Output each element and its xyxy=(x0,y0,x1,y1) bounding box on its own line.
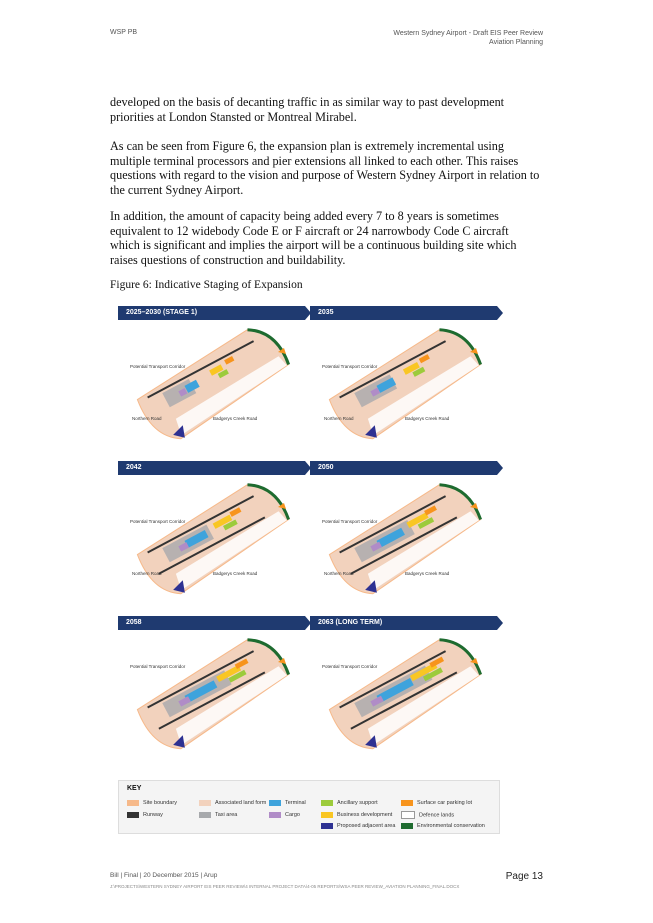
legend-swatch xyxy=(321,823,333,829)
legend-swatch xyxy=(127,800,139,806)
map-label-badgerys-creek-road: Badgerys Creek Road xyxy=(213,571,258,576)
footer-document-info: Bill | Final | 20 December 2015 | Arup xyxy=(110,872,218,879)
panel-banner xyxy=(118,461,305,475)
panel-banner xyxy=(118,616,305,630)
legend-item: Cargo xyxy=(269,811,300,819)
header-title-line2: Aviation Planning xyxy=(489,39,543,46)
site-plan-illustration xyxy=(310,632,497,753)
panel-title: 2042 xyxy=(126,464,142,471)
staging-panel-3 xyxy=(118,461,305,598)
legend-item: Site boundary xyxy=(127,799,177,807)
site-plan-illustration xyxy=(310,322,497,443)
legend-swatch xyxy=(401,811,415,819)
map-label-northern-road: Northern Road xyxy=(132,416,162,421)
staging-panel-1 xyxy=(118,306,305,443)
legend-swatch xyxy=(127,812,139,818)
paragraph-3: In addition, the amount of capacity being added every 7 to 8 years is sometimes equivalent to 12 widebody Code E or F aircraft or 24 narrowbody Code C aircraft which is significant and implies the airport will be a continuous building site which raises questions of construction and buildability. xyxy=(110,209,517,267)
panel-banner xyxy=(118,306,305,320)
site-plan-illustration xyxy=(310,477,497,598)
legend-item: Environmental conservation xyxy=(401,822,485,830)
page-number: Page 13 xyxy=(505,871,543,882)
legend-item: Proposed adjacent area xyxy=(321,822,395,830)
map-label-transport-corridor: Potential Transport Corridor xyxy=(322,519,378,524)
panel-banner xyxy=(310,616,497,630)
figure-caption: Figure 6: Indicative Staging of Expansion xyxy=(110,279,303,291)
map-label-transport-corridor: Potential Transport Corridor xyxy=(130,664,186,669)
panel-banner xyxy=(310,306,497,320)
map-label-transport-corridor: Potential Transport Corridor xyxy=(130,519,186,524)
legend-swatch xyxy=(199,800,211,806)
staging-panel-6 xyxy=(310,616,497,753)
map-label-northern-road: Northern Road xyxy=(324,416,354,421)
legend-swatch xyxy=(269,812,281,818)
legend-item: Taxi area xyxy=(199,811,237,819)
staging-panel-2 xyxy=(310,306,497,443)
legend-swatch xyxy=(401,800,413,806)
panel-title: 2025–2030 (STAGE 1) xyxy=(126,309,198,316)
map-label-transport-corridor: Potential Transport Corridor xyxy=(130,364,186,369)
map-label-transport-corridor: Potential Transport Corridor xyxy=(322,364,378,369)
legend-swatch xyxy=(321,800,333,806)
panel-title: 2035 xyxy=(318,309,334,316)
map-label-northern-road: Northern Road xyxy=(324,571,354,576)
site-plan-illustration xyxy=(118,322,305,443)
legend-swatch xyxy=(199,812,211,818)
legend-title: KEY xyxy=(127,785,142,792)
site-plan-illustration xyxy=(118,477,305,598)
panel-banner xyxy=(310,461,497,475)
panel-title: 2050 xyxy=(318,464,334,471)
legend-swatch xyxy=(401,823,413,829)
legend-item: Business development xyxy=(321,811,392,819)
legend-item: Surface car parking lot xyxy=(401,799,472,807)
panel-title: 2063 (LONG TERM) xyxy=(318,619,383,626)
map-label-badgerys-creek-road: Badgerys Creek Road xyxy=(405,571,450,576)
paragraph-1: developed on the basis of decanting traffic in as similar way to past development priorities at London Stansted or Montreal Mirabel. xyxy=(110,95,505,124)
staging-panel-5 xyxy=(118,616,305,753)
map-label-badgerys-creek-road: Badgerys Creek Road xyxy=(405,416,450,421)
map-label-transport-corridor: Potential Transport Corridor xyxy=(322,664,378,669)
header-title xyxy=(393,29,543,47)
legend-item: Runway xyxy=(127,811,163,819)
footer-file-path: J:\PROJECTS\WESTERN SYDNEY AIRPORT EIS PEER REVIEW\4 INTERNAL PROJECT DATA\4-05 REPORTS\WSA PEER REVIEW_AVIATION PLANNING_FINAL.DOCX xyxy=(110,884,460,889)
legend-item: Terminal xyxy=(269,799,306,807)
paragraph-2: As can be seen from Figure 6, the expansion plan is extremely incremental using multiple terminal processors and pier extensions all linked to each other. This raises questions with regard to the vision and purpose of Western Sydney Airport in relation to the current Sydney Airport. xyxy=(110,139,540,197)
legend-item: Associated land form xyxy=(199,799,266,807)
header-title-line1: Western Sydney Airport - Draft EIS Peer Review xyxy=(393,30,543,37)
header-org: WSP PB xyxy=(110,29,138,36)
legend-item: Defence lands xyxy=(401,811,454,819)
staging-panel-4 xyxy=(310,461,497,598)
legend-item: Ancillary support xyxy=(321,799,378,807)
legend-swatch xyxy=(321,812,333,818)
map-label-badgerys-creek-road: Badgerys Creek Road xyxy=(213,416,258,421)
legend-key xyxy=(118,780,500,834)
map-label-northern-road: Northern Road xyxy=(132,571,162,576)
legend-swatch xyxy=(269,800,281,806)
site-plan-illustration xyxy=(118,632,305,753)
panel-title: 2058 xyxy=(126,619,142,626)
